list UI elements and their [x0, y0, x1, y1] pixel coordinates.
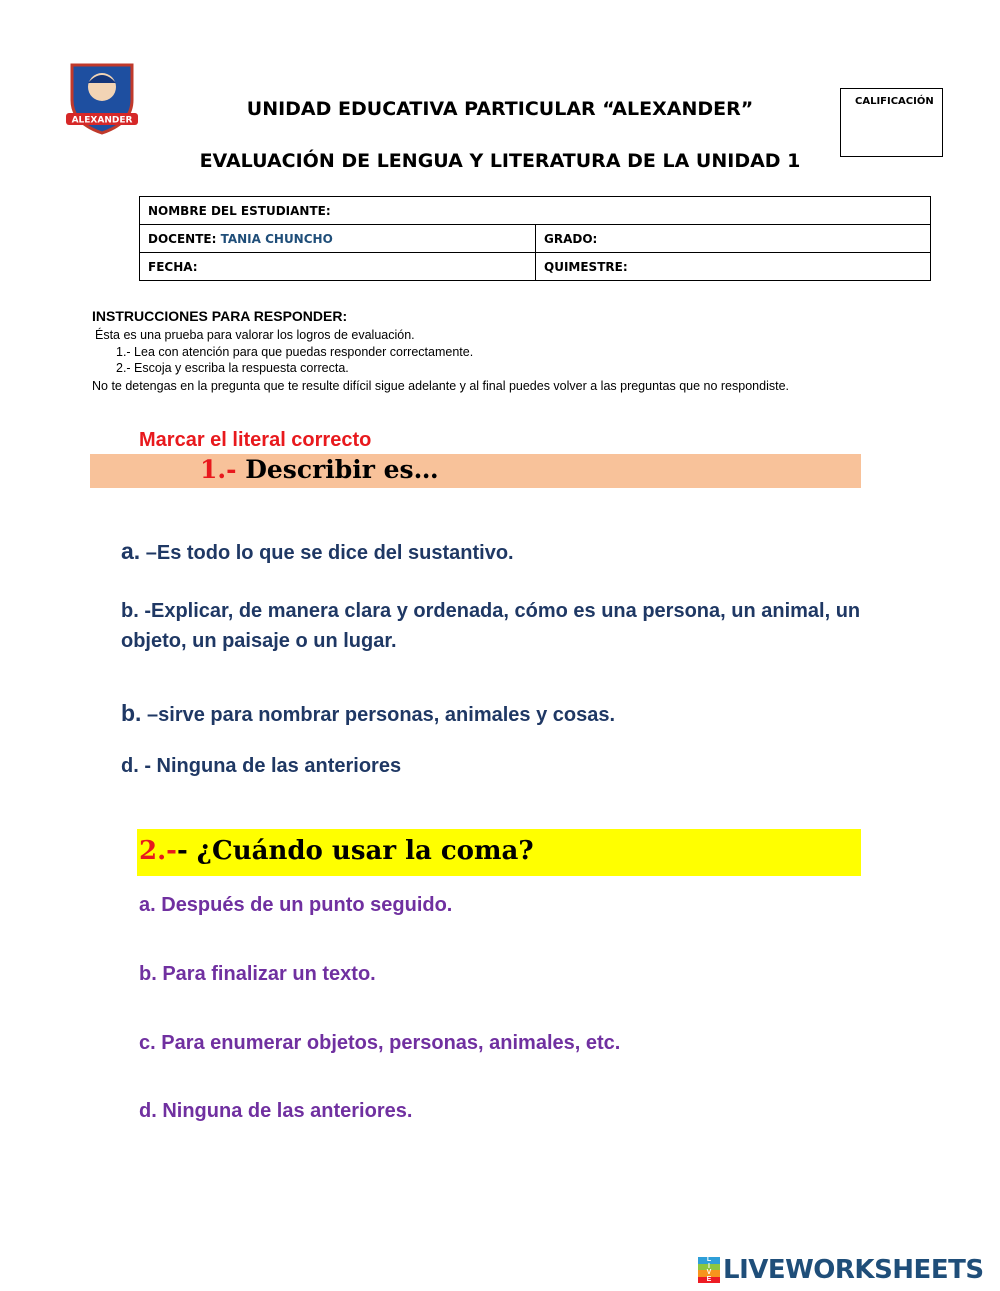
instructions-note: No te detengas en la pregunta que te resulte difícil sigue adelante y al final puedes volver a las preguntas que no respondiste.	[92, 379, 789, 393]
option-letter: d.	[139, 1100, 157, 1122]
option-letter: a.	[121, 538, 141, 564]
option-text: -Explicar, de manera clara y ordenada, cómo es una persona, un animal, un objeto, un paisaje o un lugar.	[121, 600, 861, 652]
question-1-option-d[interactable]	[121, 755, 401, 778]
question-2-text: - ¿Cuándo usar la coma?	[176, 836, 534, 866]
school-name: UNIDAD EDUCATIVA PARTICULAR “ALEXANDER”	[246, 98, 754, 120]
option-letter: d.	[121, 755, 139, 777]
badge-letter: I	[698, 1264, 720, 1271]
date-label: FECHA:	[148, 259, 198, 274]
question-1-option-c[interactable]	[121, 700, 615, 727]
student-name-cell[interactable]	[140, 197, 931, 225]
grade-cell[interactable]	[536, 225, 931, 253]
option-text: Ninguna de las anteriores.	[156, 1100, 413, 1122]
option-letter: b.	[121, 600, 139, 622]
liveworksheets-brand[interactable]	[698, 1255, 984, 1285]
question-1-title	[200, 455, 439, 484]
option-text: Para finalizar un texto.	[156, 963, 376, 985]
option-letter: b.	[121, 700, 142, 726]
exam-title: EVALUACIÓN DE LENGUA Y LITERATURA DE LA UNIDAD 1	[199, 150, 801, 172]
question-1-option-a[interactable]	[121, 538, 514, 565]
badge-letter: E	[698, 1277, 720, 1284]
question-2-number: 2.-	[139, 836, 177, 866]
live-badge-icon	[698, 1257, 720, 1283]
grade-label: GRADO:	[544, 231, 598, 246]
option-text: - Ninguna de las anteriores	[138, 755, 402, 777]
option-letter: b.	[139, 963, 157, 985]
option-letter: c.	[139, 1032, 156, 1054]
instructions-title: INSTRUCCIONES PARA RESPONDER:	[92, 308, 348, 324]
option-text: –Es todo lo que se dice del sustantivo.	[140, 542, 514, 564]
term-label: QUIMESTRE:	[544, 259, 628, 274]
instructions-step-2: 2.- Escoja y escriba la respuesta correcta.	[116, 361, 349, 375]
question-2-option-b[interactable]	[139, 963, 376, 986]
school-logo	[62, 55, 142, 135]
grade-box-label: CALIFICACIÓN	[855, 96, 934, 107]
option-text: –sirve para nombrar personas, animales y cosas.	[141, 704, 616, 726]
instructions-intro: Ésta es una prueba para valorar los logros de evaluación.	[95, 328, 415, 342]
question-2-option-a[interactable]	[139, 894, 452, 917]
student-name-label: NOMBRE DEL ESTUDIANTE:	[148, 203, 331, 218]
teacher-label: DOCENTE:	[148, 231, 217, 246]
question-2-option-c[interactable]	[139, 1032, 620, 1055]
option-text: Para enumerar objetos, personas, animales, etc.	[155, 1032, 621, 1054]
option-letter: a.	[139, 894, 156, 916]
section-label: Marcar el literal correcto	[139, 429, 372, 451]
term-cell[interactable]	[536, 253, 931, 281]
question-1-text: Describir es…	[236, 455, 439, 484]
logo-banner-text: ALEXANDER	[71, 115, 133, 126]
date-cell[interactable]	[140, 253, 536, 281]
brand-name: LIVEWORKSHEETS	[723, 1255, 984, 1285]
teacher-cell	[140, 225, 536, 253]
teacher-name: TANIA CHUNCHO	[220, 231, 333, 246]
question-1-number: 1.-	[200, 455, 237, 484]
question-1-option-b[interactable]	[121, 596, 881, 656]
question-2-title	[139, 836, 534, 866]
option-text: Después de un punto seguido.	[155, 894, 453, 916]
student-info-table	[139, 196, 931, 281]
badge-letter: V	[698, 1270, 720, 1277]
question-2-option-d[interactable]	[139, 1100, 412, 1123]
badge-letter: L	[698, 1257, 720, 1264]
instructions-step-1: 1.- Lea con atención para que puedas responder correctamente.	[116, 345, 474, 359]
grade-box[interactable]	[840, 88, 943, 157]
